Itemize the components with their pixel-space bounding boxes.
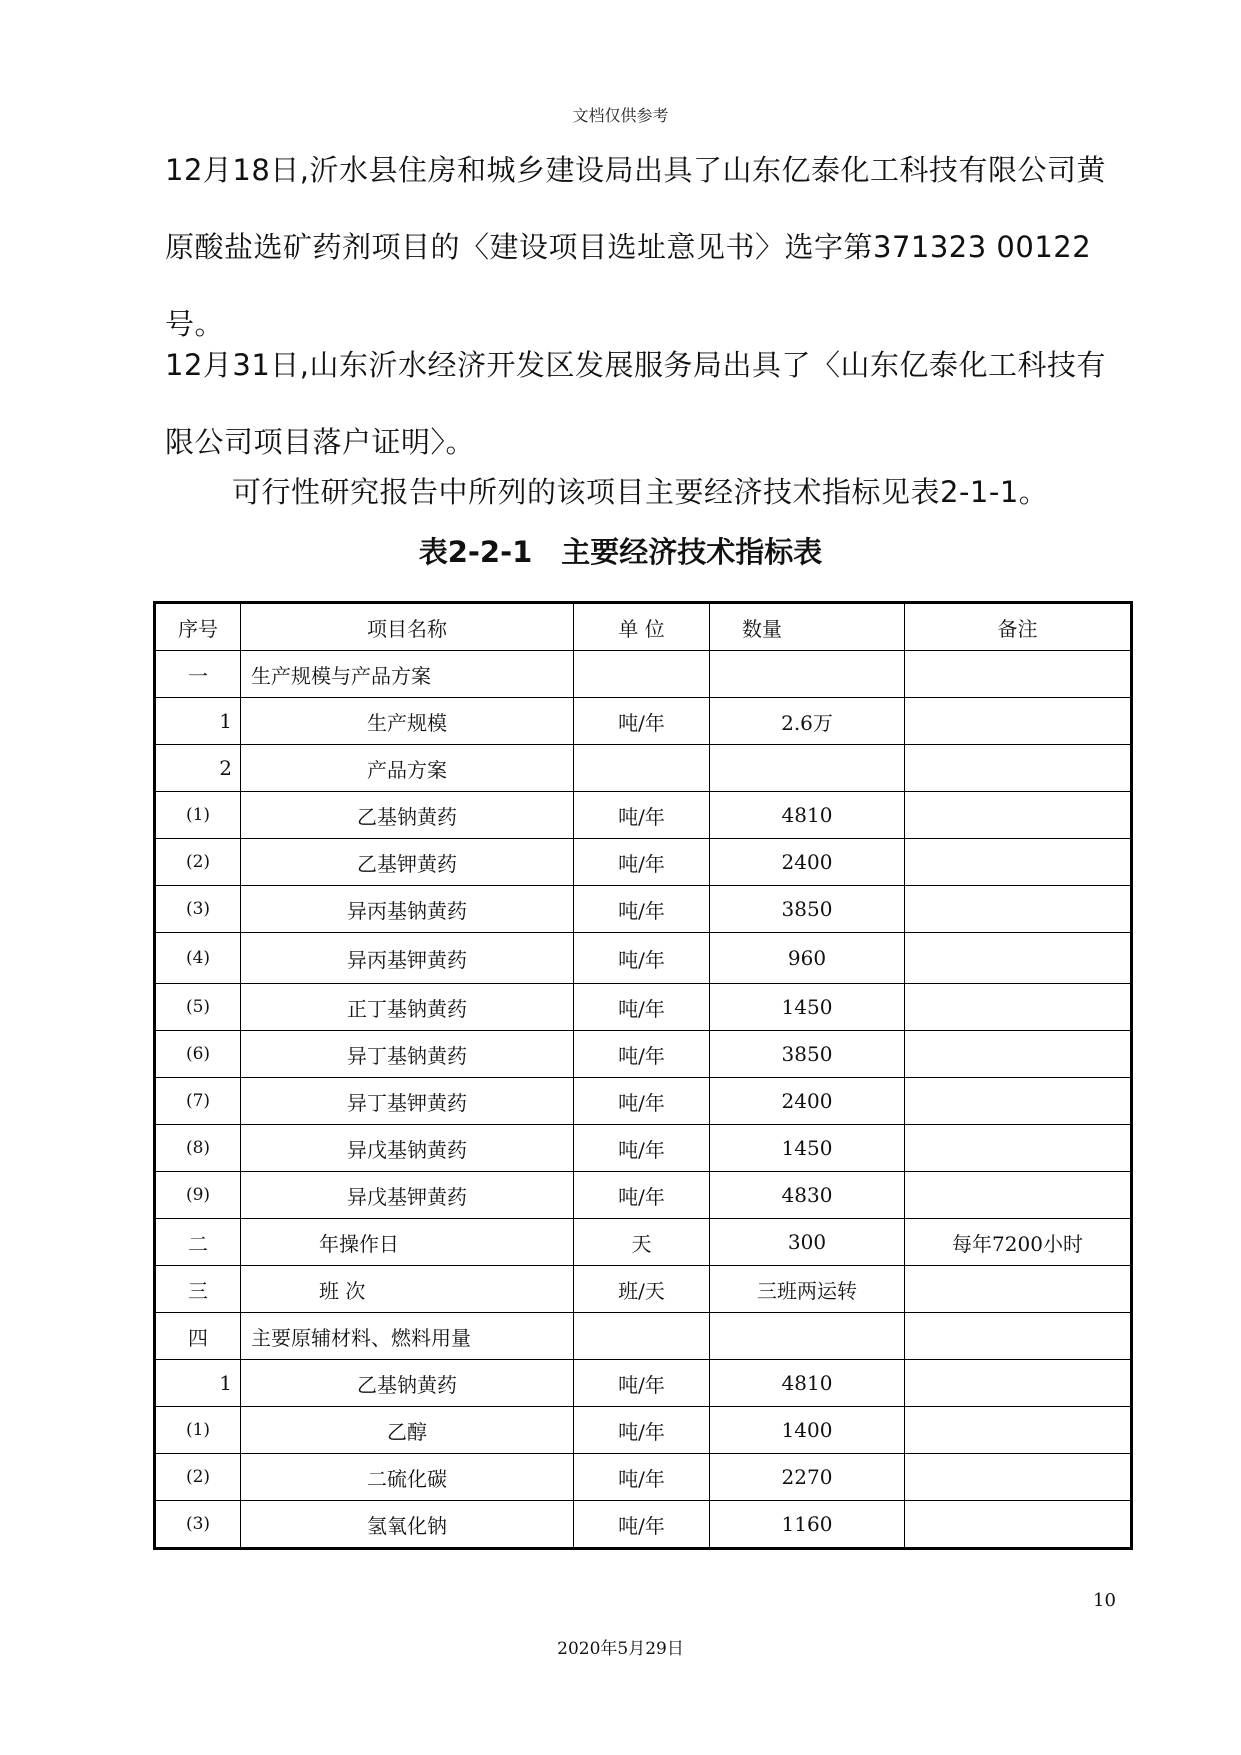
table-row — [155, 933, 1132, 984]
cell-seq: (4) — [155, 933, 241, 984]
cell-unit: 吨/年 — [574, 933, 710, 984]
cell-quantity — [710, 1313, 905, 1360]
cell-quantity: 300 — [710, 1219, 905, 1266]
cell-name: 异丙基钾黄药 — [241, 933, 574, 984]
header-seq: 序号 — [155, 603, 241, 651]
cell-unit: 吨/年 — [574, 1172, 710, 1219]
cell-unit — [574, 1313, 710, 1360]
cell-unit: 吨/年 — [574, 1031, 710, 1078]
cell-note — [905, 698, 1132, 745]
cell-quantity: 2400 — [710, 839, 905, 886]
cell-name: 异戊基钾黄药 — [241, 1172, 574, 1219]
cell-quantity: 三班两运转 — [710, 1266, 905, 1313]
cell-note — [905, 1454, 1132, 1501]
cell-quantity: 960 — [710, 933, 905, 984]
cell-note — [905, 839, 1132, 886]
cell-note — [905, 984, 1132, 1031]
cell-unit: 吨/年 — [574, 1407, 710, 1454]
cell-seq: 1 — [155, 1360, 241, 1407]
header-quantity: 数量 — [710, 603, 905, 651]
cell-seq: (8) — [155, 1125, 241, 1172]
cell-name: 乙基钾黄药 — [241, 839, 574, 886]
cell-quantity — [710, 745, 905, 792]
cell-quantity: 2400 — [710, 1078, 905, 1125]
cell-seq: (3) — [155, 1501, 241, 1549]
cell-note — [905, 792, 1132, 839]
cell-name: 乙醇 — [241, 1407, 574, 1454]
cell-note — [905, 1501, 1132, 1549]
cell-unit — [574, 745, 710, 792]
cell-note — [905, 1078, 1132, 1125]
table-row — [155, 1172, 1132, 1219]
cell-name: 班 次 — [241, 1266, 574, 1313]
paragraph-settlement-certificate: 12月31日,山东沂水经济开发区发展服务局出具了〈山东亿泰化工科技有限公司项目落户证明〉。 — [165, 348, 1107, 459]
cell-seq: 四 — [155, 1313, 241, 1360]
cell-unit: 吨/年 — [574, 1360, 710, 1407]
cell-name: 乙基钠黄药 — [241, 1360, 574, 1407]
cell-seq: (6) — [155, 1031, 241, 1078]
cell-seq: (3) — [155, 886, 241, 933]
paragraph-table-reference: 可行性研究报告中所列的该项目主要经济技术指标见表2-1-1。 — [232, 475, 1049, 509]
table-row — [155, 1313, 1132, 1360]
header-unit: 单 位 — [574, 603, 710, 651]
cell-name: 产品方案 — [241, 745, 574, 792]
cell-seq: 1 — [155, 698, 241, 745]
cell-name: 生产规模与产品方案 — [241, 651, 574, 698]
cell-note: 每年7200小时 — [905, 1219, 1132, 1266]
table-row — [155, 1454, 1132, 1501]
cell-seq: 二 — [155, 1219, 241, 1266]
cell-unit: 吨/年 — [574, 792, 710, 839]
table-row — [155, 1360, 1132, 1407]
table-row — [155, 698, 1132, 745]
cell-unit — [574, 651, 710, 698]
header-note: 备注 — [905, 603, 1132, 651]
cell-note — [905, 1172, 1132, 1219]
cell-seq: 三 — [155, 1266, 241, 1313]
cell-seq: (5) — [155, 984, 241, 1031]
cell-quantity: 2270 — [710, 1454, 905, 1501]
table-row — [155, 651, 1132, 698]
cell-note — [905, 1360, 1132, 1407]
cell-name: 异丁基钠黄药 — [241, 1031, 574, 1078]
cell-name: 异戊基钠黄药 — [241, 1125, 574, 1172]
cell-name: 异丁基钾黄药 — [241, 1078, 574, 1125]
cell-unit: 吨/年 — [574, 886, 710, 933]
cell-name: 二硫化碳 — [241, 1454, 574, 1501]
header-name: 项目名称 — [241, 603, 574, 651]
table-row — [155, 1266, 1132, 1313]
cell-seq: (1) — [155, 792, 241, 839]
cell-unit: 吨/年 — [574, 1454, 710, 1501]
cell-name: 年操作日 — [241, 1219, 574, 1266]
cell-unit: 吨/年 — [574, 1078, 710, 1125]
cell-quantity: 2.6万 — [710, 698, 905, 745]
table-row — [155, 1125, 1132, 1172]
table-row — [155, 1407, 1132, 1454]
page-number: 10 — [1093, 1590, 1116, 1611]
cell-seq: (9) — [155, 1172, 241, 1219]
table-row — [155, 1219, 1132, 1266]
table-header-row — [155, 603, 1132, 651]
cell-seq: 2 — [155, 745, 241, 792]
cell-name: 异丙基钠黄药 — [241, 886, 574, 933]
cell-seq: 一 — [155, 651, 241, 698]
cell-unit: 吨/年 — [574, 984, 710, 1031]
cell-seq: (2) — [155, 839, 241, 886]
cell-quantity: 3850 — [710, 886, 905, 933]
paragraph-site-opinion: 12月18日,沂水县住房和城乡建设局出具了山东亿泰化工科技有限公司黄原酸盐选矿药剂项目的〈建设项目选址意见书〉选字第371323 00122号。 — [165, 153, 1107, 341]
table-row — [155, 792, 1132, 839]
cell-name: 氢氧化钠 — [241, 1501, 574, 1549]
cell-seq: (2) — [155, 1454, 241, 1501]
cell-note — [905, 1313, 1132, 1360]
cell-unit: 班/天 — [574, 1266, 710, 1313]
cell-quantity: 3850 — [710, 1031, 905, 1078]
cell-name: 正丁基钠黄药 — [241, 984, 574, 1031]
cell-name: 主要原辅材料、燃料用量 — [241, 1313, 574, 1360]
table-row — [155, 886, 1132, 933]
table-row — [155, 839, 1132, 886]
cell-quantity: 4810 — [710, 1360, 905, 1407]
table-row — [155, 1031, 1132, 1078]
cell-quantity: 1160 — [710, 1501, 905, 1549]
cell-quantity: 1450 — [710, 984, 905, 1031]
cell-name: 乙基钠黄药 — [241, 792, 574, 839]
cell-unit: 吨/年 — [574, 839, 710, 886]
cell-quantity — [710, 651, 905, 698]
cell-name: 生产规模 — [241, 698, 574, 745]
table-title: 表2-2-1 主要经济技术指标表 — [418, 535, 823, 569]
cell-seq: (1) — [155, 1407, 241, 1454]
table-row — [155, 1078, 1132, 1125]
cell-quantity: 1400 — [710, 1407, 905, 1454]
cell-quantity: 1450 — [710, 1125, 905, 1172]
indicators-table — [153, 601, 1133, 1550]
cell-note — [905, 1125, 1132, 1172]
cell-note — [905, 886, 1132, 933]
cell-note — [905, 651, 1132, 698]
cell-note — [905, 933, 1132, 984]
cell-quantity: 4810 — [710, 792, 905, 839]
cell-note — [905, 1407, 1132, 1454]
cell-unit: 吨/年 — [574, 698, 710, 745]
cell-unit: 吨/年 — [574, 1125, 710, 1172]
footer-date: 2020年5月29日 — [557, 1639, 684, 1659]
cell-unit: 吨/年 — [574, 1501, 710, 1549]
cell-note — [905, 1266, 1132, 1313]
table-row — [155, 1501, 1132, 1549]
cell-quantity: 4830 — [710, 1172, 905, 1219]
cell-note — [905, 745, 1132, 792]
page-header: 文档仅供参考 — [572, 106, 669, 125]
cell-unit: 天 — [574, 1219, 710, 1266]
cell-note — [905, 1031, 1132, 1078]
table-row — [155, 745, 1132, 792]
cell-seq: (7) — [155, 1078, 241, 1125]
table-row — [155, 984, 1132, 1031]
